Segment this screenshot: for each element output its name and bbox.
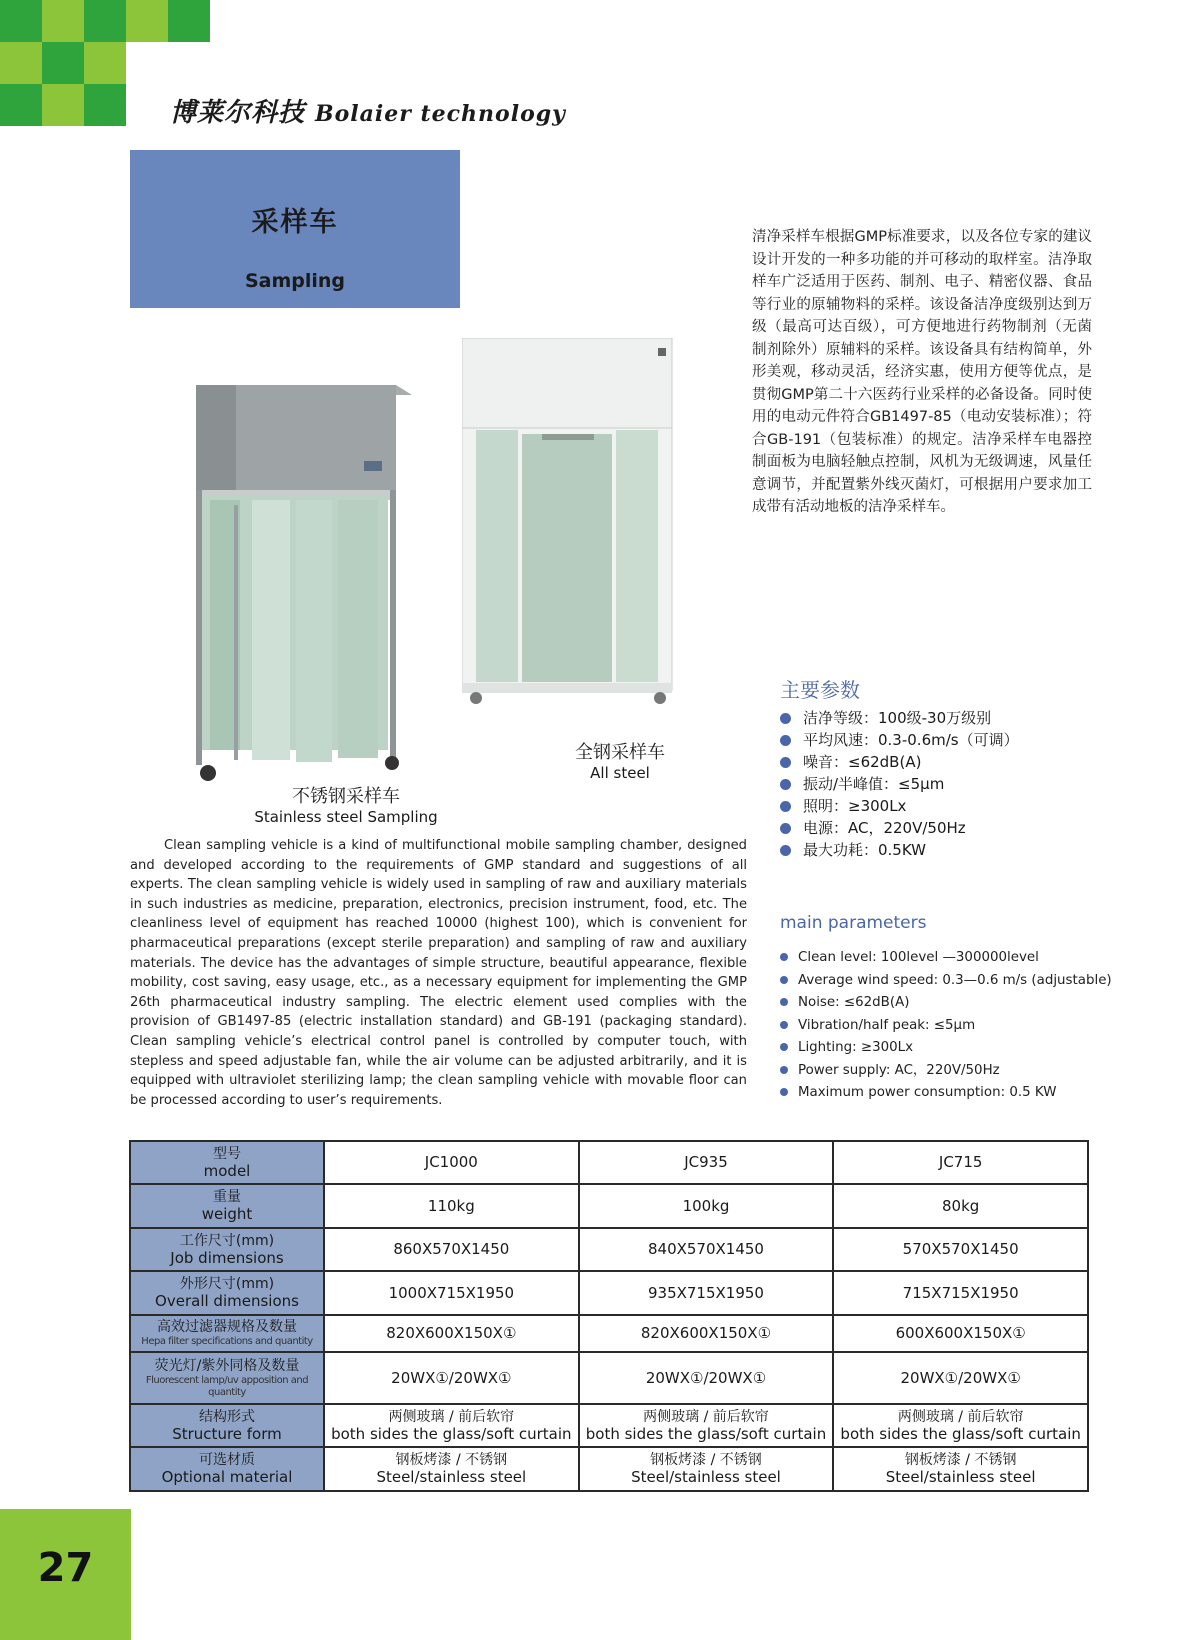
param-item: [780, 947, 1195, 970]
param-text: 照明：≥300Lx: [803, 797, 907, 815]
row-label: [130, 1141, 324, 1184]
bullet-icon: [780, 845, 791, 856]
row-label: [130, 1352, 324, 1404]
param-text: 洁净等级：100级-30万级别: [803, 709, 992, 727]
param-text: 噪音：≤62dB(A): [803, 753, 922, 771]
table-cell: [324, 1447, 579, 1491]
product-name-en: Stainless steel Sampling: [254, 808, 438, 826]
table-cell: 935X715X1950: [579, 1271, 834, 1314]
row-label-en: Job dimensions: [170, 1248, 284, 1267]
row-label-en: Structure form: [172, 1424, 282, 1443]
row-label-en: weight: [201, 1205, 253, 1224]
params-list-en: [780, 947, 1195, 1105]
table-cell: JC715: [833, 1141, 1088, 1184]
table-cell: 840X570X1450: [579, 1228, 834, 1271]
table-cell: [579, 1404, 834, 1447]
table-cell: 820X600X150X①: [579, 1315, 834, 1352]
row-label-en: Overall dimensions: [155, 1292, 299, 1311]
table-row: [130, 1228, 1088, 1271]
spec-table: [129, 1140, 1089, 1492]
bullet-icon: [780, 976, 788, 984]
decor-square: [0, 84, 42, 126]
row-label-zh: 可选材质: [199, 1452, 255, 1469]
param-item: [780, 707, 1180, 729]
decor-square: [168, 0, 210, 42]
params-heading-en: main parameters: [780, 913, 927, 933]
page-number: 27: [37, 1545, 94, 1591]
table-cell: 600X600X150X①: [833, 1315, 1088, 1352]
decor-square: [84, 42, 126, 84]
cell-text-en: both sides the glass/soft curtain: [331, 1424, 572, 1443]
param-text: 振动/半峰值：≤5μm: [803, 775, 945, 793]
params-list-zh: [780, 707, 1180, 861]
title-box: [130, 150, 460, 308]
table-row: [130, 1141, 1088, 1184]
param-item: [780, 1060, 1195, 1083]
bullet-icon: [780, 1043, 788, 1051]
row-label: [130, 1315, 324, 1352]
decor-square: [42, 42, 84, 84]
bullet-icon: [780, 713, 791, 724]
cell-text-en: both sides the glass/soft curtain: [585, 1424, 827, 1443]
table-cell: 1000X715X1950: [324, 1271, 579, 1314]
decor-square: [0, 42, 42, 84]
bullet-icon: [780, 779, 791, 790]
table-cell: [579, 1447, 834, 1491]
cell-text-en: Steel/stainless steel: [885, 1468, 1036, 1487]
table-cell: 570X570X1450: [833, 1228, 1088, 1271]
product-name-zh: 全钢采样车: [575, 742, 665, 763]
row-label: [130, 1184, 324, 1227]
table-cell: [833, 1404, 1088, 1447]
row-label: [130, 1447, 324, 1491]
row-label: [130, 1228, 324, 1271]
decor-square: [84, 0, 126, 42]
params-heading-zh: 主要参数: [780, 678, 860, 702]
param-text: Vibration/half peak: ≤5μm: [798, 1017, 976, 1033]
table-cell: 820X600X150X①: [324, 1315, 579, 1352]
param-item: [780, 795, 1180, 817]
param-item: [780, 992, 1195, 1015]
param-item: [780, 839, 1180, 861]
param-item: [780, 1037, 1195, 1060]
product-caption-stainless: [236, 782, 456, 826]
brand-name-en: Bolaier technology: [315, 101, 566, 127]
table-row: [130, 1315, 1088, 1352]
table-cell: 715X715X1950: [833, 1271, 1088, 1314]
row-label-zh: 荧光灯/紫外同格及数量: [154, 1357, 300, 1374]
cell-text-en: Steel/stainless steel: [631, 1468, 781, 1487]
row-label-en: model: [203, 1161, 251, 1180]
bullet-icon: [780, 953, 788, 961]
table-cell: 80kg: [833, 1184, 1088, 1227]
param-text: Lighting: ≥300Lx: [798, 1040, 914, 1055]
row-label-en: Optional material: [161, 1468, 293, 1487]
decor-square: [0, 0, 42, 42]
param-item: [780, 729, 1180, 751]
intro-text-en: Clean sampling vehicle is a kind of multifunctional mobile sampling chamber, designed and developed according to the requirements of GMP standard and suggestions of all experts. The clean sampling vehicle is widely used in sampling of raw and auxiliary materials in such industries as medicine, preparation, electronics, precision instrument, food, etc. The cleanliness level of equipment has reached 10000 (highest 100), which is convenient for pharmaceutical preparations (except sterile preparation) and sampling of raw and auxiliary materials. The device has the advantages of simple structure, beautiful appearance, flexible mobility, cost saving, easy usage, etc., as a necessary equipment for implementing the GMP 26th pharmaceutical industry sampling. The electric element used complies with the provision of GB1497-85 (electric installation standard) and GB-191 (packaging standard). Clean sampling vehicle’s electrical control panel is controlled by computer touch, with stepless and speed adjustable fan, while the air volume can be adjusted arbitrarily, and it is equipped with ultraviolet sterilizing lamp; the clean sampling vehicle with movable floor can be processed according to user’s requirements.: [130, 838, 747, 1108]
cell-text-en: Steel/stainless steel: [376, 1468, 527, 1487]
bullet-icon: [780, 823, 791, 834]
param-item: [780, 970, 1195, 993]
row-label-zh: 外形尺寸(mm): [179, 1276, 275, 1293]
bullet-icon: [780, 757, 791, 768]
decor-square: [42, 84, 84, 126]
param-text: Noise: ≤62dB(A): [798, 995, 910, 1010]
param-item: [780, 773, 1180, 795]
table-row: [130, 1271, 1088, 1314]
param-item: [780, 751, 1180, 773]
param-text: 最大功耗：0.5KW: [803, 841, 926, 859]
row-label-zh: 工作尺寸(mm): [179, 1232, 275, 1249]
brand-logo: [170, 92, 566, 129]
param-text: Power supply: AC，220V/50Hz: [798, 1062, 1000, 1078]
intro-text-zh: 清净采样车根据GMP标准要求，以及各位专家的建议设计开发的一种多功能的并可移动的取样室。洁净取样车广泛适用于医药、制剂、电子、精密仪器、食品等行业的原辅物料的采样。该设备洁净度级别达到万级（最高可达百级），可方便地进行药物制剂（无菌制剂除外）原辅料的采样。该设备具有结构简单，外形美观，移动灵活，经济实惠，使用方便等优点，是贯彻GMP第二十六医药行业采样的必备设备。同时使用的电动元件符合GB1497-85（电动安装标准）；符合GB-191（包装标准）的规定。洁净采样车电器控制面板为电脑轻触点控制，风机为无级调速，风量任意调节，并配置紫外线灭菌灯，可根据用户要求加工成带有活动地板的洁净采样车。: [752, 229, 1092, 515]
table-cell: 20WX①/20WX①: [324, 1352, 579, 1404]
table-cell: JC1000: [324, 1141, 579, 1184]
param-item: [780, 1082, 1195, 1105]
table-row: [130, 1184, 1088, 1227]
cell-text-zh: 钢板烤漆 / 不锈钢: [395, 1452, 508, 1469]
bullet-icon: [780, 801, 791, 812]
decor-square: [42, 0, 84, 42]
table-cell: 20WX①/20WX①: [833, 1352, 1088, 1404]
decor-square: [126, 0, 168, 42]
row-label: [130, 1404, 324, 1447]
param-item: [780, 817, 1180, 839]
stainless-steel-sampler-image: [196, 385, 412, 785]
param-text: Clean level: 100level —300000level: [798, 950, 1039, 965]
bullet-icon: [780, 998, 788, 1006]
table-cell: [833, 1447, 1088, 1491]
page-title-en: Sampling: [244, 270, 346, 292]
cell-text-zh: 两侧玻璃 / 前后软帘: [643, 1408, 769, 1425]
table-row: [130, 1404, 1088, 1447]
row-label: [130, 1271, 324, 1314]
product-name-zh: 不锈钢采样车: [292, 786, 400, 807]
cell-text-en: both sides the glass/soft curtain: [840, 1424, 1081, 1443]
row-label-en: Fluorescent lamp/uv apposition and quantity: [145, 1374, 309, 1398]
param-text: Maximum power consumption: 0.5 KW: [798, 1085, 1057, 1100]
param-item: [780, 1015, 1195, 1038]
bullet-icon: [780, 1066, 788, 1074]
table-cell: JC935: [579, 1141, 834, 1184]
brand-name-zh: 博莱尔科技: [170, 98, 306, 128]
table-cell: [324, 1404, 579, 1447]
bullet-icon: [780, 1088, 788, 1096]
table-cell: 100kg: [579, 1184, 834, 1227]
param-text: 电源：AC，220V/50Hz: [803, 819, 966, 837]
page-number-box: [0, 1509, 131, 1640]
table-row: [130, 1447, 1088, 1491]
decor-square: [84, 84, 126, 126]
table-cell: 110kg: [324, 1184, 579, 1227]
table-row: [130, 1352, 1088, 1404]
cell-text-zh: 两侧玻璃 / 前后软帘: [388, 1408, 515, 1425]
bullet-icon: [780, 735, 791, 746]
page-title-zh: 采样车: [251, 207, 339, 238]
param-text: Average wind speed: 0.3—0.6 m/s (adjustable): [798, 972, 1112, 988]
table-cell: 20WX①/20WX①: [579, 1352, 834, 1404]
product-caption-all-steel: [530, 738, 710, 782]
cell-text-zh: 钢板烤漆 / 不锈钢: [650, 1452, 762, 1469]
row-label-en: Hepa filter specifications and quantity: [141, 1335, 313, 1347]
row-label-zh: 高效过滤器规格及数量: [157, 1318, 297, 1335]
param-text: 平均风速：0.3-0.6m/s（可调）: [803, 731, 1019, 749]
row-label-zh: 结构形式: [199, 1408, 255, 1425]
bullet-icon: [780, 1021, 788, 1029]
cell-text-zh: 钢板烤漆 / 不锈钢: [904, 1452, 1017, 1469]
row-label-zh: 重量: [213, 1189, 241, 1206]
product-name-en: All steel: [590, 764, 650, 782]
table-cell: 860X570X1450: [324, 1228, 579, 1271]
all-steel-sampler-image: [462, 338, 682, 708]
cell-text-zh: 两侧玻璃 / 前后软帘: [897, 1408, 1024, 1425]
row-label-zh: 型号: [213, 1145, 241, 1162]
